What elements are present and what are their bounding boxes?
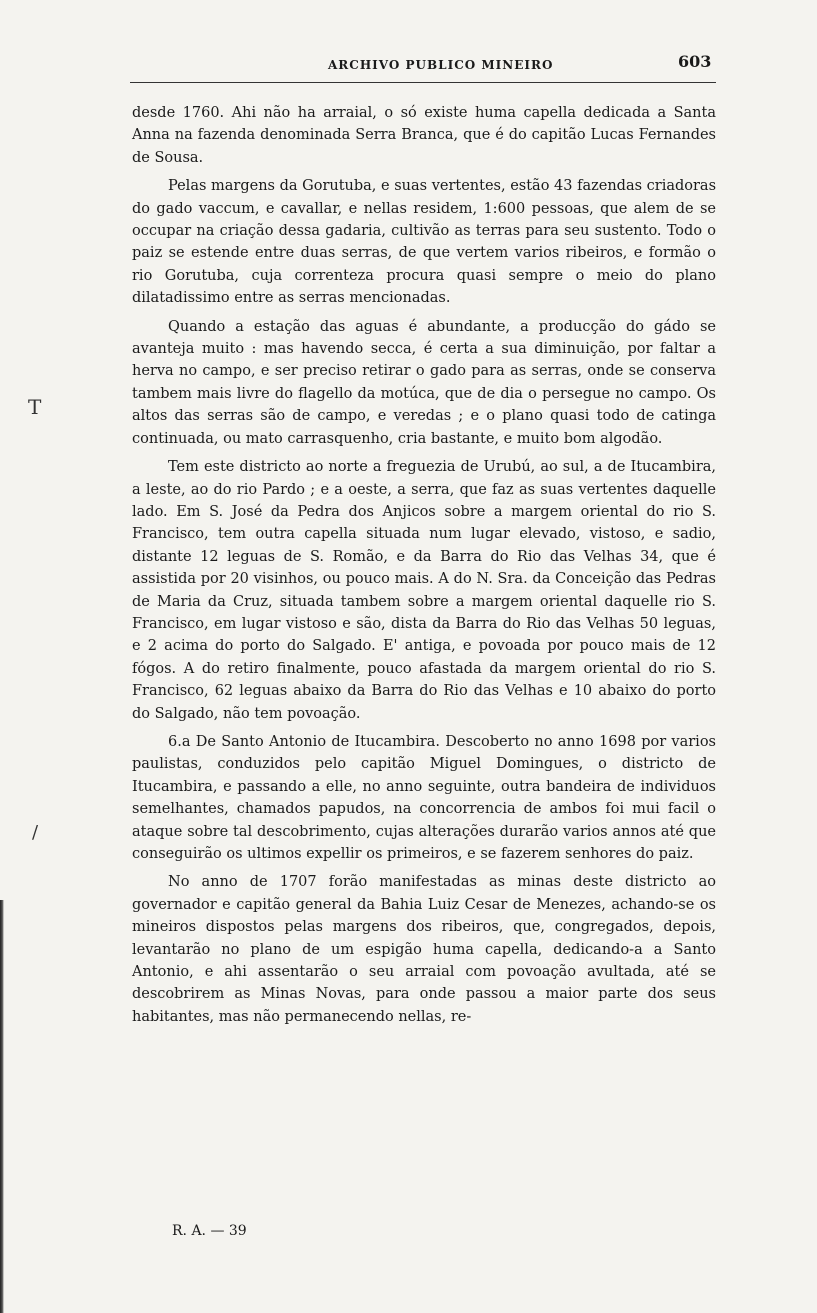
page-header	[130, 52, 716, 82]
signature-mark: R. A. — 39	[172, 1223, 247, 1239]
body-text	[132, 102, 716, 1028]
header-rule	[130, 82, 716, 83]
margin-mark: T	[28, 395, 42, 419]
paragraph: 6.a De Santo Antonio de Itucambira. Descoberto no anno 1698 por varios paulistas, conduzidos pelo capitão Miguel Domingues, o districto de Itucambira, e passando a elle, no anno seguinte, outra bandeira de individuos semelhantes, chamados papudos, na concorrencia de ambos foi mui facil o ataque sobre tal descobrimento, cujas alterações durarão varios annos até que conseguirão os ultimos expellir os primeiros, e se fazerem senhores do paiz.	[132, 733, 716, 862]
paragraph: No anno de 1707 forão manifestadas as minas deste districto ao governador e capitão general da Bahia Luiz Cesar de Menezes, achando-se os mineiros dispostos pelas margens dos ribeiros, que, congregados, depois, levantarão no plano de um espigão huma capella, dedicando-a a Santo Antonio, e ahi assentarão o seu arraial com povoação avultada, até se descobrirem as Minas Novas, para onde passou a maior parte dos seus habitantes, mas não permanecendo nellas, re-	[132, 874, 716, 1025]
paragraph: desde 1760. Ahi não ha arraial, o só existe huma capella dedicada a Santa Anna na fazenda denominada Serra Branca, que é do capitão Lucas Fernandes de Sousa.	[132, 105, 716, 166]
margin-mark: /	[32, 822, 39, 843]
page-edge-shadow	[0, 900, 4, 1313]
paragraph: Tem este districto ao norte a freguezia de Urubú, ao sul, a de Itucambira, a leste, ao do rio Pardo ; e a oeste, a serra, que faz as suas vertentes daquelle lado. Em S. José da Pedra dos Anjicos sobre a margem oriental do rio S. Francisco, tem outra capella situada num lugar elevado, vistoso, e sadio, distante 12 leguas de S. Romão, e da Barra do Rio das Velhas 34, que é assistida por 20 visinhos, ou pouco mais. A do N. Sra. da Conceição das Pedras de Maria da Cruz, situada tambem sobre a margem oriental daquelle rio S. Francisco, em lugar vistoso e são, dista da Barra do Rio das Velhas 50 leguas, e 2 acima do porto do Salgado. E' antiga, e povoada por pouco mais de 12 fógos. A do retiro finalmente, pouco afastada da margem oriental do rio S. Francisco, 62 leguas abaixo da Barra do Rio das Velhas e 10 abaixo do porto do Salgado, não tem povoação.	[132, 459, 716, 722]
paragraph: Quando a estação das aguas é abundante, a producção do gádo se avanteja muito : mas havendo secca, é certa a sua diminuição, por faltar a herva no campo, e ser preciso retirar o gado para as serras, onde se conserva tambem mais livre do flagello da motúca, que de dia o persegue no campo. Os altos das serras são de campo, e veredas ; e o plano quasi todo de catinga continuada, ou mato carrasquenho, cria bastante, e muito bom algodão.	[132, 318, 716, 447]
page-number: 603	[678, 52, 712, 71]
paragraph: Pelas margens da Gorutuba, e suas vertentes, estão 43 fazendas criadoras do gado vaccum, e cavallar, e nellas residem, 1:600 pessoas, que alem de se occupar na criação dessa gadaria, cultivão as terras para seu sustento. Todo o paiz se estende entre duas serras, de que vertem varios ribeiros, e formão o rio Gorutuba, cuja correnteza procura quasi sempre o meio do plano dilatadissimo entre as serras mencionadas.	[132, 178, 717, 307]
running-head: ARCHIVO PUBLICO MINEIRO	[328, 58, 554, 72]
